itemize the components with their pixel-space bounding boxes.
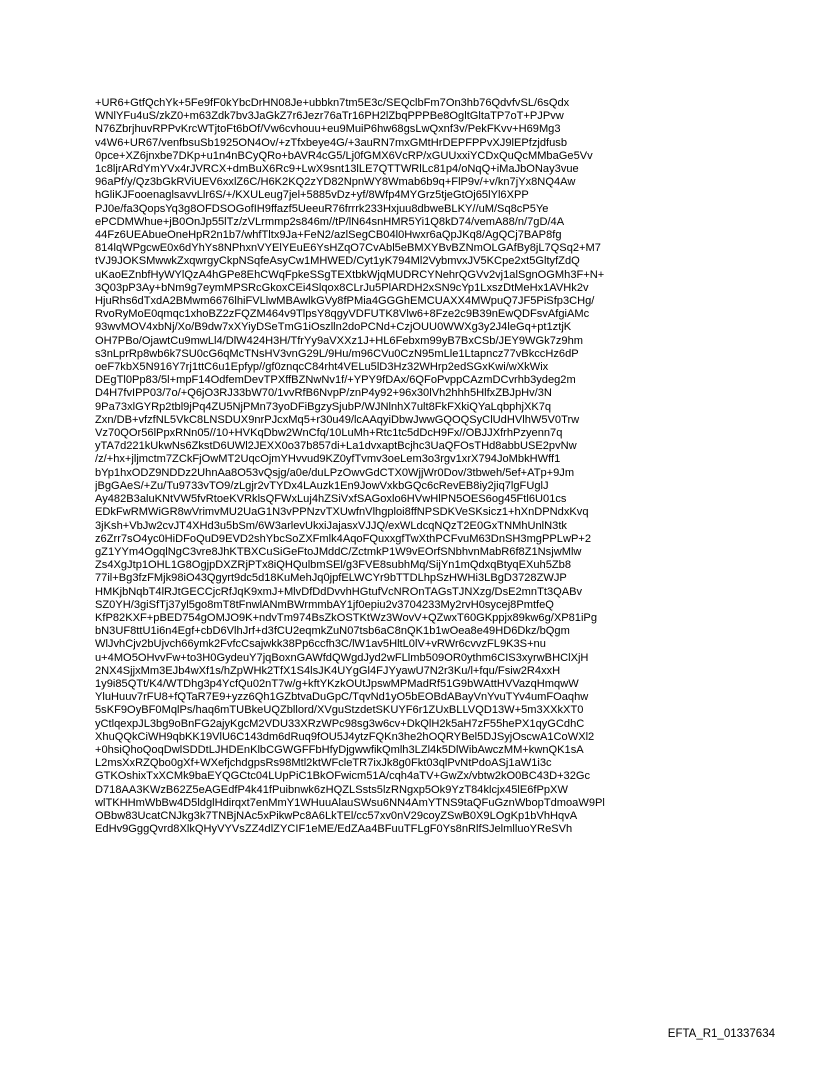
text-line: yCtlqexpJL3bg9oBnFG2ajyKgcM2VDU33XRzWPc98sg3w6cv+DkQlH2k5aH7zF55hePX1qyGCdhC — [95, 717, 585, 730]
text-line: 1y9i85QTt/K4/WTDhg3p4YcfQu02nT7w/g+kftYKzkOUtJpswMPMadRf51G9bWAttHVVazqHmqwW — [95, 677, 579, 690]
text-line: PJ0e/fa3QopsYq3g8OFDSOGofIH9ffazf5UeeuR76frrrk233Hxjuu8dbweBLKY//uM/Sq8cP5Ye — [95, 202, 549, 215]
text-line: WlJvhCjv2bUjvch66ymk2FvfcCsajwkk38Pp6ccfh3C/lW1av5HltL0lV+vRWr6cvvzFL9K3S+nu — [95, 638, 546, 651]
text-line: RvoRyMoE0qmqc1xhoBZ2zFQZM464v9TlpsY8qgyVDFUTK8Vlw6+8Fze2c9B39nEwQDFsvAfgiAMc — [95, 308, 590, 321]
text-line: +0hsiQhoQoqDwlSDDtLJHDEnKlbCGWGFFbHfyDjgwwfikQmlh3LZl4k5DlWibAwczMM+kwnQK1sA — [95, 743, 584, 756]
encoded-text-block — [95, 97, 735, 836]
text-line: L2msXxRZQbo0gXf+WXefjchdgpsRs98Mtl2ktWFcleTR7ixJk8g0Fkt03qlPvNtPdoASj1aW1i3c — [95, 757, 552, 770]
text-line: 814lqWPgcwE0x6dYhYs8NPhxnVYElYEuE6YsHZqO7CvAbl5eBMXYBvBZNmOLGAfBy8jL7QSq2+M7 — [95, 242, 601, 255]
text-line: 44Fz6UEAbueOneHpR2n1b7/whfTltx9Ja+FeN2/azlSegCB04l0Hwxr6aQpJKq8/AgQCj7BAP8fg — [95, 229, 562, 242]
text-line: 3Q03pP3Ay+bNm9g7eymMPSRcGkoxCEi4Slqox8CLrJu5PlARDH2xSN9cYp1LxszDtMeHx1AVHk2v — [95, 281, 589, 294]
text-line: OBbw83UcatCNJkg3k7TNBjNAc5xPikwPc8A6LkTEl/cc57xv0nV29coyZSwB0X9LOgKp1bVhHqvA — [95, 809, 578, 822]
text-line: OH7PBo/OjawtCu9mwLl4/DlW424H3H/TfrYy9aVXXz1J+HL6Febxm99yB7BxCSb/JEY9WGk7z9hm — [95, 334, 584, 347]
text-line: yTA7d221kUkwNs6ZkstD6UWl2JEXX0o37b857di+La1dvxaptBcjhc3UaQFOsTHd8abbUSE2pvNw — [95, 440, 577, 453]
text-line: 96aPf/y/Qz3bGkRViUEV6xxlZ6C/H6K2KQ2zYD82NpnWY8Wmab6b9q+FlP9v/+v/kn7jYx8NQ4Aw — [95, 176, 576, 189]
text-line: +UR6+GtfQchYk+5Fe9fF0kYbcDrHN08Je+ubbkn7tm5E3c/SEQclbFm7On3hb76QdvfvSL/6sQdx — [95, 97, 570, 109]
text-line: HMKjbNqbT4lRJtGECCjcRfJqK9xmJ+MlvDfDdDvvhHGtufVcNROnTAGsTJNXzg/DsE2mnTt3QABv — [95, 585, 583, 598]
text-line: Zs4XgJtp1OHL1G8OgjpDXZRjPTx8iQHQulbmSEl/g3FVE8subhMq/SijYn1mQdxqBtyqEXuh5Zb8 — [95, 559, 572, 572]
text-line: WNlYFu4uS/zkZ0+m63Zdk7bv3JaGkZ7r6Jezr76aTr16PH2lZbqPPPBe8OgltGltaTP7oT+PJPvw — [95, 110, 564, 123]
text-line: s3nLprRp8wb6k7SU0cG6qMcTNsHV3vnG29L/9Hu/m96CVu0CzN95mLle1Ltapncz77vBkccHz6dP — [95, 347, 579, 360]
text-line: hGliKJFooenaglsavvLlr6S/+/KXULeug7jel+5885vDz+yf/8Wfp4MYGrz5tjeGtOj65lYl6XPP — [95, 189, 529, 202]
text-line: 9Pa73xlGYRp2tbl9jPq4ZU5NjPMn73yoDFiBgzySjubP/WJNlnhX7ult8FkFXkiQYaLqbphjXK7q — [95, 400, 552, 413]
text-line: oeF7kbX5N916Y7rj1ttC6u1Epfyp//gf0znqcC84rht4VELu5lD3Hz32WHrp2edSGxKwi/wXkWix — [95, 361, 549, 374]
text-line: Vz70QOr56lPpxRNn05//10+HVKqDbw2WnCfq/10LuMh+Rtc1tc5dDcH9Fx//OBJJXfrhPzyenn7q — [95, 427, 563, 440]
text-line: ePCDMWhue+jB0OnJp55lTz/zVLrmmp2s846m//tP/lN64snHMR5Yi1Q8kD74/vemA88/n/7gD/4A — [95, 215, 565, 228]
text-line: gZ1YYm4OgqlNgC3vre8JhKTBXCuSiGeFtoJMddC/ZctmkP1W9vEOrfSNbhvnMabR6f8Z1NsjwMlw — [95, 545, 582, 558]
text-line: KfP82KXF+pBED754gOMJO9K+ndvTm974BsZkOSTKtWz3WovV+QZwxT60GKppjx89kw6g/XP81iPg — [95, 611, 598, 624]
text-line: wlTKHHmWbBw4D5ldglHdirqxt7enMmY1WHuuAlauSWsu6NN4AmYTNS9taQFuGznWbopTdmoaW9Pl — [95, 796, 605, 809]
text-line: bN3UF8ttU1i6n4Egf+cbD6VlhJrf+d3fCU2eqmkZuN07tsb6aC8nQK1b1wOea8e49HD6Dkz/bQgm — [95, 625, 570, 638]
text-line: 5sKF9OyBF0MqlPs/haq6mTUBkeUQZbllord/XVguStzdetSKUYF6r1ZUxBLLVQD13W+5m3XXkXT0 — [95, 704, 584, 717]
text-line: DEgTl0Pp83/5l+mpF14OdfemDevTPXffBZNwNv1f/+YPY9fDAx/6QFoPvppCAzmDCvrhb3ydeg2m — [95, 374, 576, 387]
text-line: uKaoEZnbfHyWYlQzA4hGPe8EhCWqFpkeSSgTEXtbkWjqMUDRCYNehrQGVv2vj1alSgnOGMh3F+N+ — [95, 268, 605, 281]
text-line: 93wvMOV4xbNj/Xo/B9dw7xXYiyDSeTmG1iOszlln2doPCNd+CzjOUU0WWXg3y2J4leGq+pt1ztjK — [95, 321, 572, 334]
text-line: 2NX4SjjxMm3EJb4wXf1s/hZpWHk2TfX1S4lsJK4UYgGl4FJYyawU7N2r3Ku/l+fqu/Fsiw2R4xxH — [95, 664, 561, 677]
text-line: EDkFwRMWiGR8wVrimvMU2UaG1N3vPPNzvTXUwfnVlhgploi8ffNPSDKVeSKsicz1+hXnDPNdxKvq — [95, 506, 589, 519]
text-line: tVJ9JOKSMwwkZxqwrgyCkpNSqfeAsyCw1MHWED/Cyt1yK794Ml2VybmvxJV5KCpe2xt5GltyfZdQ — [95, 255, 580, 268]
text-line: Zxn/DB+vfzfNL5VkC8LNSDUX9nrPJcxMq5+r30u49/lcAAqyiDbwJwwGQOQSyClUdHVlhW5V0Trw — [95, 413, 580, 426]
text-line: Ay482B3aluKNtVW5fvRtoeKVRklsQFWxLuj4hZSiVxfSAGoxlo6HVwHlPN5OES6og45Ftl6U01cs — [95, 493, 567, 506]
text-line: SZ0YH/3giSfTj37yl5go8mT8tFnwlANmBWrmmbAY1jf0epiu2v3704233My2rvH0sycej8PmtfeQ — [95, 598, 554, 611]
text-line: XhuQQkCiWH9qbKK19VlU6C143dm6dRuq9fOU5J4ytzFQKn3he2hOQRYBel5DJSyjOscwA1CoWXl2 — [95, 730, 595, 743]
text-line: /z/+hx+jljmctm7ZCkFjOwMT2UqcOjmYHvvud9KZ0yfTvmv3oeLem3o3rgv1xrX794JoMbkHWff1 — [95, 453, 561, 466]
text-line: 1c8ljrARdYmYVx4rJVRCX+dmBuX6Rc9+LwX9snt13lLE7QTTWRlLc81p4/oNqQ+iMaJbONay3vue — [95, 163, 579, 176]
text-line: 3jKsh+VbJw2cvJT4XHd3u5bSm/6W3arlevUkxiJajasxVJJQ/exWLdcqNQzT2E0GxTNMhUnlN3tk — [95, 519, 567, 532]
text-line: D4H7fvIPP03/7o/+Q6jO3RJ33bW70/1vvRfB6NvpP/znP4y92+96x30lVh2hhh5HlfxZBJpHv/3N — [95, 387, 552, 400]
text-line: v4W6+UR67/venfbsuSb1925ON4Ov/+zTfxbeye4G/+3auRN7mxGMtHrDEPFPPvXJ9lEPfzjdfusb — [95, 136, 567, 149]
text-line: 77il+Bg3fzFMjk98iO43Qgyrt9dc5d18KuMehJq0jpfELWCYr9bTTDLhpSzHWHi3LBgD3728ZWJP — [95, 572, 567, 585]
text-line: GTKOshixTxXCMk9baEYQGCtc04LUpPiC1BkOFwicm51A/cqh4aTV+GwZx/vbtw2kO0BC43D+32Gc — [95, 770, 591, 783]
text-line: z6Zrr7sO4yc0HiDFoQuD9EVD2shYbcSoZXFmlk4AqoFQuxxgfTwXthPCFvuM63DnSH3mgPPLwP+2 — [95, 532, 592, 545]
document-id: EFTA_R1_01337634 — [667, 1028, 775, 1040]
text-line: u+4MO5OHvvFw+to3H0GydeuY7jqBoxnGAWfdQWgdJyd2wFLlmb509OR0ythm6CIS3xyrwBHClXjH — [95, 651, 589, 664]
text-line: bYp1hxODZ9NDDz2UhnAa8O53vQsjg/a0e/duLPzOwvGdCTX0WjjWr0Dov/3tbweh/5ef+ATp+9Jm — [95, 466, 575, 479]
text-line: YluHuuv7rFU8+fQTaR7E9+yzz6Qh1GZbtvaDuGpC/TqvNd1yO5bEOBdABayVnYvuTYv4umFOaqhw — [95, 691, 589, 704]
text-line: N76ZbrjhuvRPPvKrcWTjtoFt6bOf/Vw6cvhouu+eu9MuiP6hw68gsLwQxnf3v/PekFKvv+H69Mg3 — [95, 123, 561, 136]
text-line: HjuRhs6dTxdA2BMwm6676lhiFVLlwMBAwlkGVy8fPMia4GGGhEMCUAXX4MWpuQ7JF5PiSfp3CHg/ — [95, 295, 595, 308]
text-line: jBgGAeS/+Zu/Tu9733vTO9/zLgjr2vTYDx4LAuzk1En9JowVxkbGQc6cRevEB8iy2jiq7lgFUglJ — [95, 479, 549, 492]
text-line: 0pce+XZ6jnxbe7DKp+u1n4nBCyQRo+bAVR4cG5/Lj0fGMX6VcRP/xGUUxxiYCDxQuQcMMbaGe5Vv — [95, 149, 593, 162]
text-line: EdHv9GggQvrd8XlkQHyVYVsZZ4dlZYCIF1eME/EdZAa4BFuuTFLgF0Ys8nRlfSJelmlluoYReSVh — [95, 823, 573, 836]
text-line: D718AA3KWzB62Z5eAGEdfP4k41fPuibnwk6zHQZLSsts5lzRNgxp5Ok9YzT84klcjx45lE6fPpXW — [95, 783, 568, 796]
